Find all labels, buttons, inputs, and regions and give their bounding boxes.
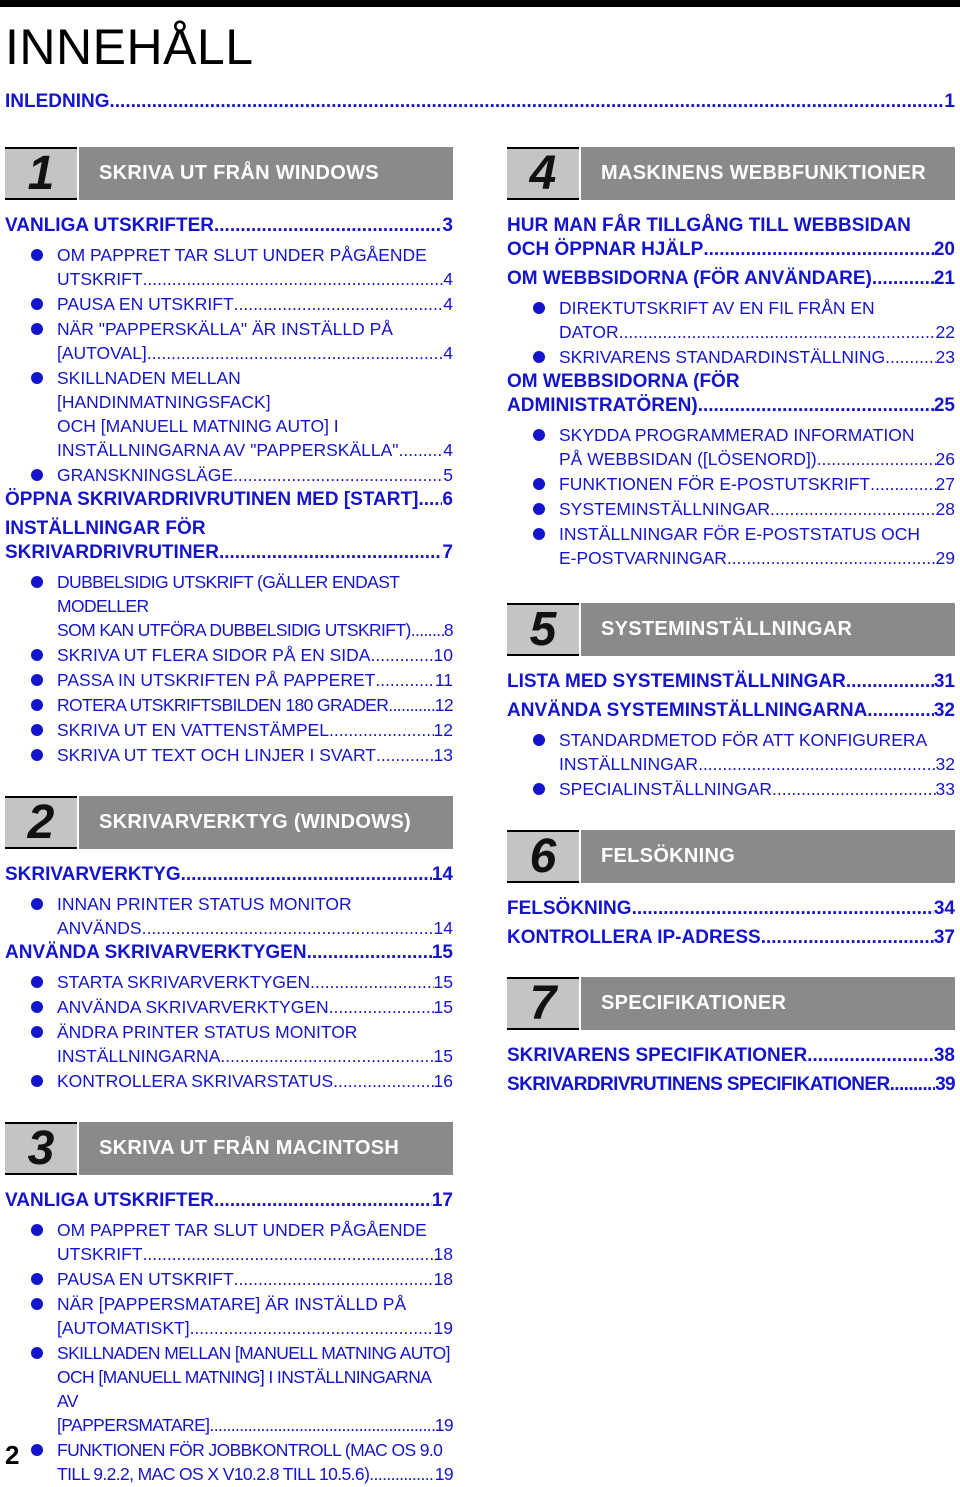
toc-section[interactable]: ANVÄNDA SYSTEMINSTÄLLNINGARNA ..... 32 <box>507 699 955 723</box>
chapter-4-header <box>507 147 955 200</box>
chapter-number: 1 <box>5 147 77 200</box>
bullet-icon <box>533 528 545 540</box>
page-number: 2 <box>5 1440 20 1470</box>
toc-section[interactable]: FELSÖKNING ..... 34 <box>507 897 955 921</box>
bullet-icon <box>533 734 545 746</box>
chapter-title: FELSÖKNING <box>581 830 955 883</box>
bullet-icon <box>31 649 43 661</box>
toc-subsection[interactable]: ANVÄNDA SKRIVARVERKTYGEN ..... 15 <box>5 995 453 1019</box>
toc-subsection[interactable]: FUNKTIONEN FÖR JOBBKONTROLL (MAC OS 9.0 TILL 9.2.2, MAC OS X V10.2.8 TILL 10.5.6) ..... 19 <box>5 1438 453 1486</box>
top-rule <box>0 0 960 7</box>
toc-right-column <box>507 147 955 1102</box>
bullet-icon <box>31 898 43 910</box>
toc-section[interactable]: HUR MAN FÅR TILLGÅNG TILL WEBBSIDAN OCH ÖPPNAR HJÄLP ..... 20 <box>507 214 955 262</box>
toc-subsection[interactable]: FUNKTIONEN FÖR E-POSTUTSKRIFT ..... 27 <box>507 472 955 496</box>
toc-subsection[interactable]: STANDARDMETOD FÖR ATT KONFIGURERA INSTÄLLNINGAR ..... 32 <box>507 728 955 776</box>
toc-subsection[interactable]: SKILLNADEN MELLAN [MANUELL MATNING AUTO] OCH [MANUELL MATNING] I INSTÄLLNINGARNA AV [PAPPERSMATARE] ..... 19 <box>5 1341 453 1437</box>
bullet-icon <box>533 429 545 441</box>
bullet-icon <box>31 576 43 588</box>
bullet-icon <box>31 976 43 988</box>
toc-subsection[interactable]: SPECIALINSTÄLLNINGAR ..... 33 <box>507 777 955 801</box>
toc-intro-label: INLEDNING <box>5 91 110 112</box>
toc-subsection[interactable]: GRANSKNINGSLÄGE ..... 5 <box>5 463 453 487</box>
toc-intro-link[interactable] <box>5 90 955 114</box>
toc-section[interactable]: SKRIVARDRIVRUTINENS SPECIFIKATIONER ..... 39 <box>507 1073 955 1097</box>
toc-section[interactable]: OM WEBBSIDORNA (FÖR ADMINISTRATÖREN) ..... 25 <box>507 370 955 418</box>
toc-section[interactable]: ANVÄNDA SKRIVARVERKTYGEN ..... 15 <box>5 941 453 965</box>
toc-section[interactable]: SKRIVARVERKTYG ..... 14 <box>5 863 453 887</box>
bullet-icon <box>31 674 43 686</box>
chapter-1-header <box>5 147 453 200</box>
toc-subsection[interactable]: SYSTEMINSTÄLLNINGAR ..... 28 <box>507 497 955 521</box>
page-title: INNEHÅLL <box>5 19 254 75</box>
toc-subsection[interactable]: INSTÄLLNINGAR FÖR E-POSTSTATUS OCH E-POSTVARNINGAR ..... 29 <box>507 522 955 570</box>
toc-subsection[interactable]: ROTERA UTSKRIFTSBILDEN 180 GRADER ..... 12 <box>5 693 453 717</box>
chapter-title: SKRIVARVERKTYG (WINDOWS) <box>79 796 453 849</box>
toc-section[interactable]: LISTA MED SYSTEMINSTÄLLNINGAR ..... 31 <box>507 670 955 694</box>
toc-subsection[interactable]: SKILLNADEN MELLAN [HANDINMATNINGSFACK] OCH [MANUELL MATNING AUTO] I INSTÄLLNINGARNA AV "PAPPERSKÄLLA" ..... 4 <box>5 366 453 462</box>
toc-section[interactable]: OM WEBBSIDORNA (FÖR ANVÄNDARE) ..... 21 <box>507 267 955 291</box>
toc-subsection[interactable]: SKRIVA UT FLERA SIDOR PÅ EN SIDA ..... 10 <box>5 643 453 667</box>
toc-subsection[interactable]: DIREKTUTSKRIFT AV EN FIL FRÅN EN DATOR ..... 22 <box>507 296 955 344</box>
toc-subsection[interactable]: SKYDDA PROGRAMMERAD INFORMATION PÅ WEBBSIDAN ([LÖSENORD]) ..... 26 <box>507 423 955 471</box>
bullet-icon <box>31 372 43 384</box>
toc-subsection[interactable]: SKRIVARENS STANDARDINSTÄLLNING ..... 23 <box>507 345 955 369</box>
bullet-icon <box>31 1347 43 1359</box>
toc-subsection[interactable]: NÄR [PAPPERSMATARE] ÄR INSTÄLLD PÅ [AUTOMATISKT] ..... 19 <box>5 1292 453 1340</box>
toc-subsection[interactable]: PAUSA EN UTSKRIFT ..... 18 <box>5 1267 453 1291</box>
chapter-5-header <box>507 603 955 656</box>
toc-section[interactable]: VANLIGA UTSKRIFTER ..... 3 <box>5 214 453 238</box>
toc-subsection[interactable]: PASSA IN UTSKRIFTEN PÅ PAPPERET ..... 11 <box>5 668 453 692</box>
toc-section[interactable]: ÖPPNA SKRIVARDRIVRUTINEN MED [START] ..... 6 <box>5 488 453 512</box>
bullet-icon <box>31 469 43 481</box>
toc-section[interactable]: INSTÄLLNINGAR FÖR SKRIVARDRIVRUTINER ..... 7 <box>5 517 453 565</box>
bullet-icon <box>533 783 545 795</box>
bullet-icon <box>533 302 545 314</box>
toc-subsection[interactable]: NÄR "PAPPERSKÄLLA" ÄR INSTÄLLD PÅ [AUTOVAL] ..... 4 <box>5 317 453 365</box>
chapter-2-header <box>5 796 453 849</box>
toc-section[interactable]: SKRIVARENS SPECIFIKATIONER ..... 38 <box>507 1044 955 1068</box>
toc-subsection[interactable]: STARTA SKRIVARVERKTYGEN ..... 15 <box>5 970 453 994</box>
bullet-icon <box>31 1298 43 1310</box>
toc-section[interactable]: VANLIGA UTSKRIFTER ..... 17 <box>5 1189 453 1213</box>
bullet-icon <box>533 351 545 363</box>
bullet-icon <box>31 1224 43 1236</box>
bullet-icon <box>31 1026 43 1038</box>
chapter-number: 4 <box>507 147 579 200</box>
chapter-number: 7 <box>507 977 579 1030</box>
toc-subsection[interactable]: DUBBELSIDIG UTSKRIFT (GÄLLER ENDAST MODELLER SOM KAN UTFÖRA DUBBELSIDIG UTSKRIFT) ..... 8 <box>5 570 453 642</box>
bullet-icon <box>533 478 545 490</box>
chapter-3-header <box>5 1122 453 1175</box>
toc-subsection[interactable]: OM PAPPRET TAR SLUT UNDER PÅGÅENDE UTSKRIFT ..... 4 <box>5 243 453 291</box>
toc-intro-page: 1 <box>944 91 955 112</box>
bullet-icon <box>31 724 43 736</box>
chapter-7-header <box>507 977 955 1030</box>
bullet-icon <box>31 298 43 310</box>
toc-subsection[interactable]: ÄNDRA PRINTER STATUS MONITOR INSTÄLLNINGARNA ..... 15 <box>5 1020 453 1068</box>
chapter-title: SKRIVA UT FRÅN MACINTOSH <box>79 1122 453 1175</box>
chapter-number: 3 <box>5 1122 77 1175</box>
bullet-icon <box>31 1001 43 1013</box>
toc-subsection[interactable]: SKRIVA UT TEXT OCH LINJER I SVART ..... 13 <box>5 743 453 767</box>
chapter-title: MASKINENS WEBBFUNKTIONER <box>581 147 955 200</box>
chapter-title: SYSTEMINSTÄLLNINGAR <box>581 603 955 656</box>
toc-subsection[interactable]: OM PAPPRET TAR SLUT UNDER PÅGÅENDE UTSKRIFT ..... 18 <box>5 1218 453 1266</box>
chapter-title: SPECIFIKATIONER <box>581 977 955 1030</box>
bullet-icon <box>31 323 43 335</box>
bullet-icon <box>31 249 43 261</box>
toc-subsection[interactable]: SKRIVA UT EN VATTENSTÄMPEL ..... 12 <box>5 718 453 742</box>
toc-section[interactable]: KONTROLLERA IP-ADRESS ..... 37 <box>507 926 955 950</box>
chapter-number: 6 <box>507 830 579 883</box>
chapter-number: 5 <box>507 603 579 656</box>
toc-subsection[interactable]: KONTROLLERA SKRIVARSTATUS ..... 16 <box>5 1069 453 1093</box>
chapter-6-header <box>507 830 955 883</box>
toc-subsection[interactable]: PAUSA EN UTSKRIFT ..... 4 <box>5 292 453 316</box>
bullet-icon <box>533 503 545 515</box>
bullet-icon <box>31 699 43 711</box>
chapter-number: 2 <box>5 796 77 849</box>
chapter-title: SKRIVA UT FRÅN WINDOWS <box>79 147 453 200</box>
bullet-icon <box>31 1444 43 1456</box>
bullet-icon <box>31 1075 43 1087</box>
toc-subsection[interactable]: INNAN PRINTER STATUS MONITOR ANVÄNDS ..... 14 <box>5 892 453 940</box>
toc-left-column <box>5 147 453 1487</box>
bullet-icon <box>31 1273 43 1285</box>
bullet-icon <box>31 749 43 761</box>
